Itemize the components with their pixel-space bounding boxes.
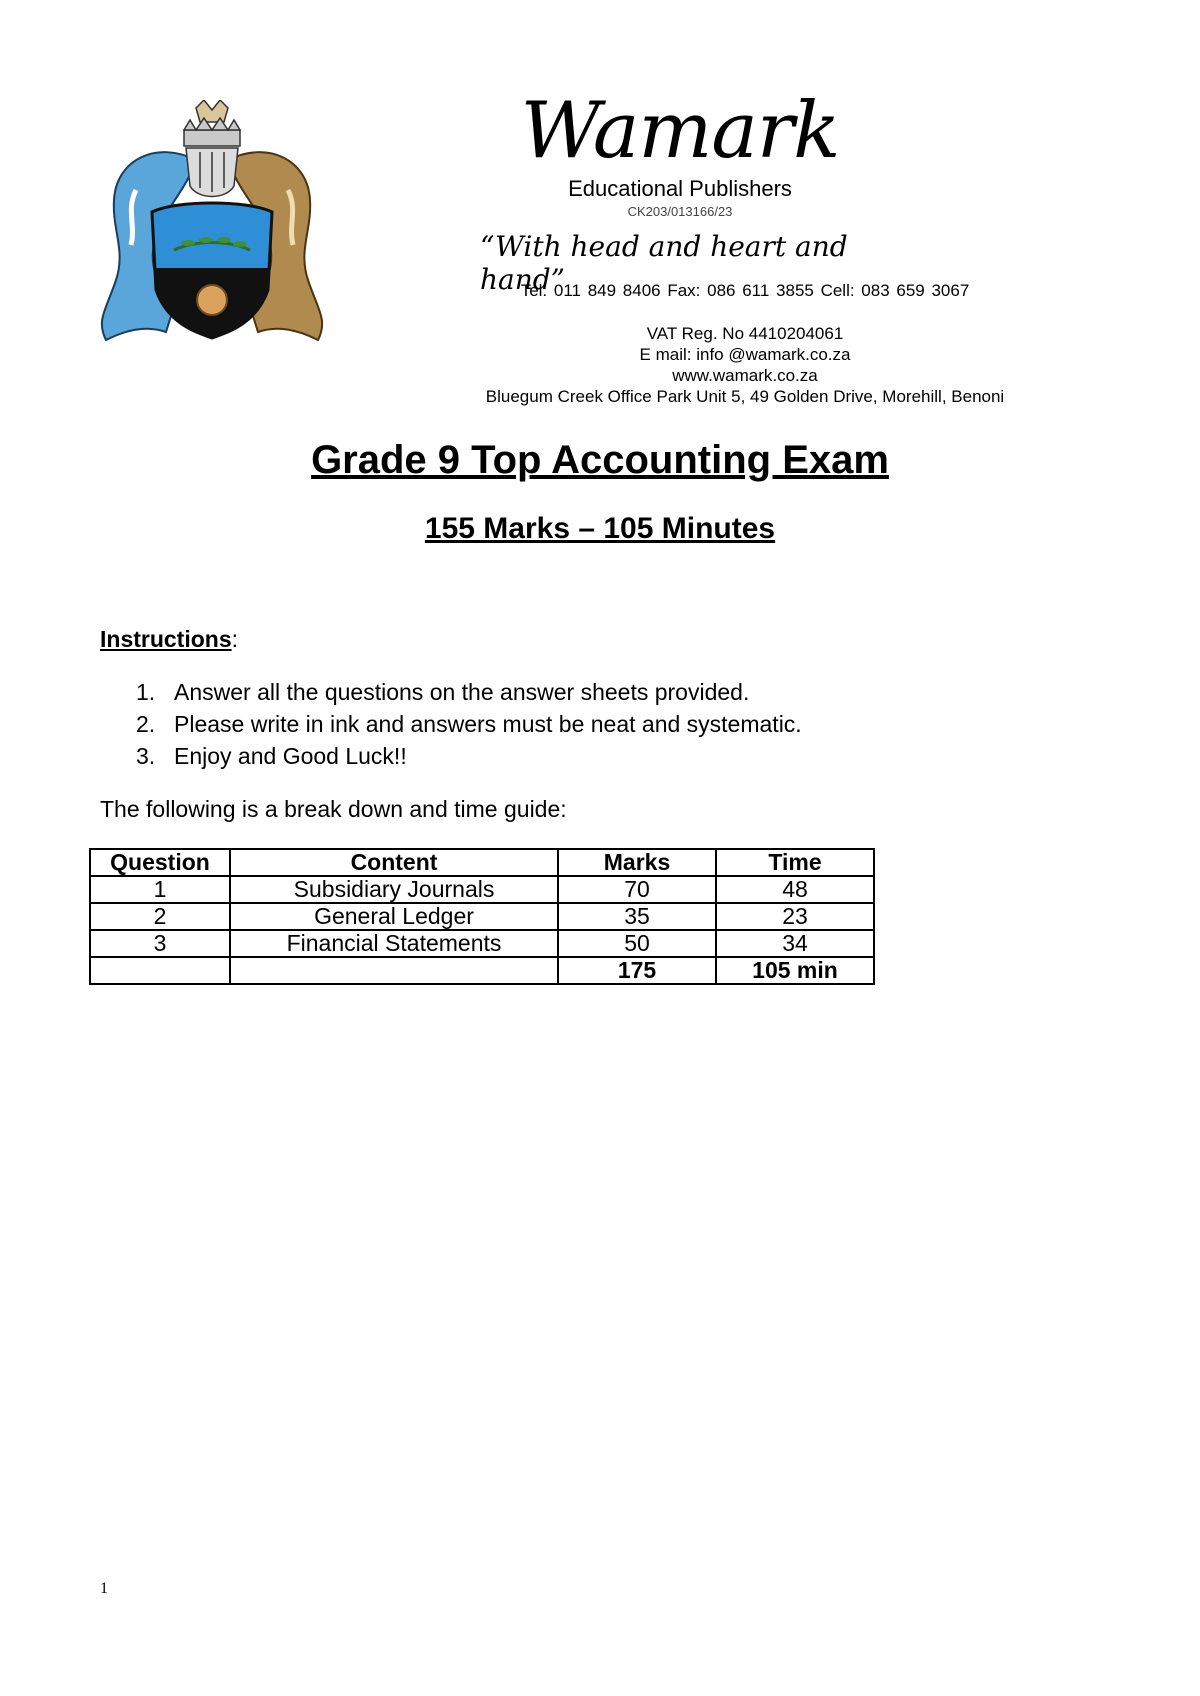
list-item-text: Please write in ink and answers must be neat and systematic. xyxy=(174,711,802,737)
phone-numbers: Tel: 011 849 8406 Fax: 086 611 3855 Cell: 083 659 3067 xyxy=(520,281,970,300)
table-cell: Financial Statements xyxy=(230,930,558,957)
column-header: Question xyxy=(90,849,230,876)
table-cell: 34 xyxy=(716,930,874,957)
table-total-row xyxy=(90,957,874,984)
list-item-number: 1. xyxy=(136,679,156,705)
coat-of-arms-logo xyxy=(96,100,328,362)
instructions-heading-colon: : xyxy=(231,626,239,652)
time-guide-intro: The following is a break down and time guide: xyxy=(100,796,567,822)
table-cell: 50 xyxy=(558,930,716,957)
list-item-text: Enjoy and Good Luck!! xyxy=(174,743,407,769)
table-row xyxy=(90,876,874,903)
table-cell xyxy=(230,957,558,984)
company-registration: CK203/013166/23 xyxy=(627,204,733,219)
table-cell: General Ledger xyxy=(230,903,558,930)
list-item-number: 3. xyxy=(136,743,156,769)
total-marks: 175 xyxy=(558,957,716,984)
exam-marks-duration: 155 Marks – 105 Minutes xyxy=(424,512,776,545)
table-cell xyxy=(90,957,230,984)
email-address: E mail: info @wamark.co.za xyxy=(639,345,851,364)
page-number: 1 xyxy=(100,1580,108,1597)
table-row xyxy=(90,930,874,957)
instructions-list xyxy=(136,676,802,772)
table-cell: 3 xyxy=(90,930,230,957)
list-item xyxy=(136,740,802,772)
table-cell: 23 xyxy=(716,903,874,930)
table-header-row xyxy=(90,849,874,876)
instructions-heading-label: Instructions xyxy=(100,626,232,652)
vat-number: VAT Reg. No 4410204061 xyxy=(646,324,844,343)
total-time: 105 min xyxy=(716,957,874,984)
list-item-text: Answer all the questions on the answer sheets provided. xyxy=(174,679,750,705)
table-row xyxy=(90,903,874,930)
table-cell: 2 xyxy=(90,903,230,930)
column-header: Content xyxy=(230,849,558,876)
exam-title: Grade 9 Top Accounting Exam xyxy=(311,438,889,482)
publisher-brand xyxy=(500,86,860,219)
publisher-logo-wordmark: Wamark xyxy=(520,86,840,176)
table-cell: 70 xyxy=(558,876,716,903)
list-item-number: 2. xyxy=(136,711,156,737)
table-cell: 35 xyxy=(558,903,716,930)
time-guide-table xyxy=(89,848,875,985)
instructions-heading xyxy=(100,626,238,653)
publisher-motto: “With head and heart and hand” xyxy=(480,230,848,296)
contact-details xyxy=(460,280,1030,407)
column-header: Marks xyxy=(558,849,716,876)
table-cell: Subsidiary Journals xyxy=(230,876,558,903)
list-item xyxy=(136,708,802,740)
website: www.wamark.co.za xyxy=(672,366,818,385)
publisher-subtitle: Educational Publishers xyxy=(568,176,792,201)
list-item xyxy=(136,676,802,708)
postal-address: Bluegum Creek Office Park Unit 5, 49 Golden Drive, Morehill, Benoni xyxy=(485,387,1005,406)
table-cell: 48 xyxy=(716,876,874,903)
table-cell: 1 xyxy=(90,876,230,903)
column-header: Time xyxy=(716,849,874,876)
